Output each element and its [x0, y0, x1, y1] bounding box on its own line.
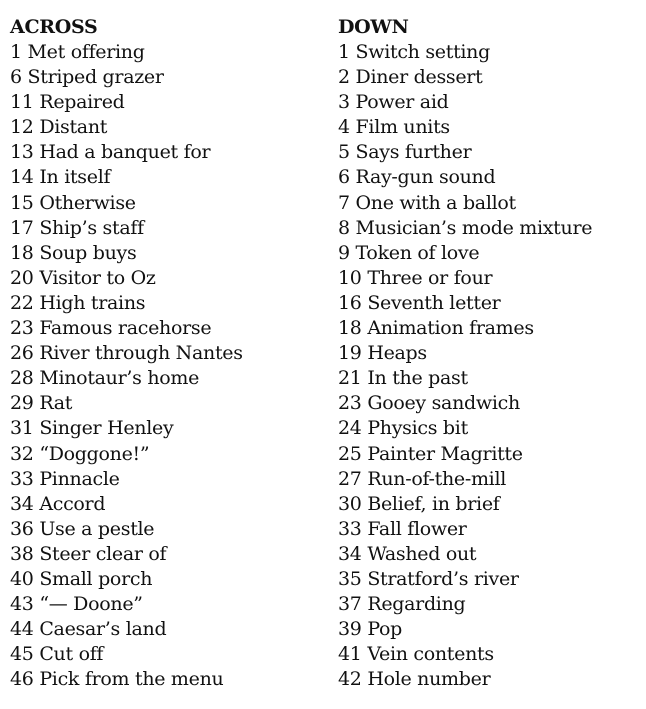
down-heading: DOWN [338, 16, 409, 38]
across-clue: 1 Met offering [10, 41, 145, 63]
across-clue: 11 Repaired [10, 91, 125, 114]
down-clue: 24 Physics bit [338, 417, 468, 440]
across-clue: 44 Caesar’s land [10, 618, 167, 641]
across-clue: 33 Pinnacle [10, 467, 120, 490]
down-clue: 19 Heaps [338, 342, 427, 365]
across-clue: 14 In itself [10, 166, 111, 189]
down-clue: 9 Token of love [338, 241, 480, 264]
across-clue: 18 Soup buys [10, 241, 137, 264]
down-clue: 35 Stratford’s river [338, 567, 519, 590]
down-column [338, 14, 638, 692]
across-clue: 31 Singer Henley [10, 417, 174, 440]
across-clue: 15 Otherwise [10, 191, 136, 214]
across-clue: 20 Visitor to Oz [10, 266, 156, 289]
down-clue: 16 Seventh letter [338, 291, 501, 314]
across-clue: 6 Striped grazer [10, 66, 164, 89]
across-clue: 32 “Doggone!” [10, 442, 150, 465]
across-clue: 22 High trains [10, 291, 146, 314]
down-clue: 4 Film units [338, 116, 450, 139]
down-clue: 21 In the past [338, 367, 468, 390]
across-clue: 40 Small porch [10, 567, 153, 590]
down-clue: 33 Fall flower [338, 517, 467, 540]
down-clue: 6 Ray-gun sound [338, 166, 496, 189]
down-clue: 41 Vein contents [338, 643, 494, 666]
down-clue: 39 Pop [338, 618, 403, 641]
down-clue: 1 Switch setting [338, 41, 490, 63]
across-heading: ACROSS [10, 16, 98, 38]
down-clue: 30 Belief, in brief [338, 492, 500, 515]
down-clue: 42 Hole number [338, 668, 491, 691]
across-clue: 36 Use a pestle [10, 517, 155, 540]
down-clue-list [338, 40, 638, 692]
across-clue: 26 River through Nantes [10, 342, 243, 365]
down-clue: 18 Animation frames [338, 317, 534, 340]
down-clue: 34 Washed out [338, 542, 477, 565]
across-clue: 12 Distant [10, 116, 108, 139]
across-clue: 13 Had a banquet for [10, 141, 211, 164]
across-clue: 34 Accord [10, 492, 106, 515]
down-clue: 2 Diner dessert [338, 66, 483, 89]
across-clue: 45 Cut off [10, 643, 104, 666]
down-clue: 23 Gooey sandwich [338, 392, 520, 415]
across-clue: 28 Minotaur’s home [10, 367, 200, 390]
down-clue: 27 Run-of-the-mill [338, 467, 507, 490]
across-clue: 23 Famous racehorse [10, 317, 212, 340]
down-clue: 3 Power aid [338, 91, 449, 114]
across-clue: 46 Pick from the menu [10, 668, 224, 691]
down-clue: 25 Painter Magritte [338, 442, 523, 465]
down-clue: 7 One with a ballot [338, 191, 516, 214]
across-clue: 43 “— Doone” [10, 593, 143, 616]
down-clue: 10 Three or four [338, 266, 493, 289]
down-clue: 8 Musician’s mode mixture [338, 216, 593, 239]
across-clue-list [10, 40, 328, 692]
across-clue: 17 Ship’s staff [10, 216, 144, 239]
across-clue: 38 Steer clear of [10, 542, 167, 565]
down-clue: 37 Regarding [338, 593, 466, 616]
across-clue: 29 Rat [10, 392, 73, 415]
down-clue: 5 Says further [338, 141, 472, 164]
across-column [10, 14, 328, 692]
